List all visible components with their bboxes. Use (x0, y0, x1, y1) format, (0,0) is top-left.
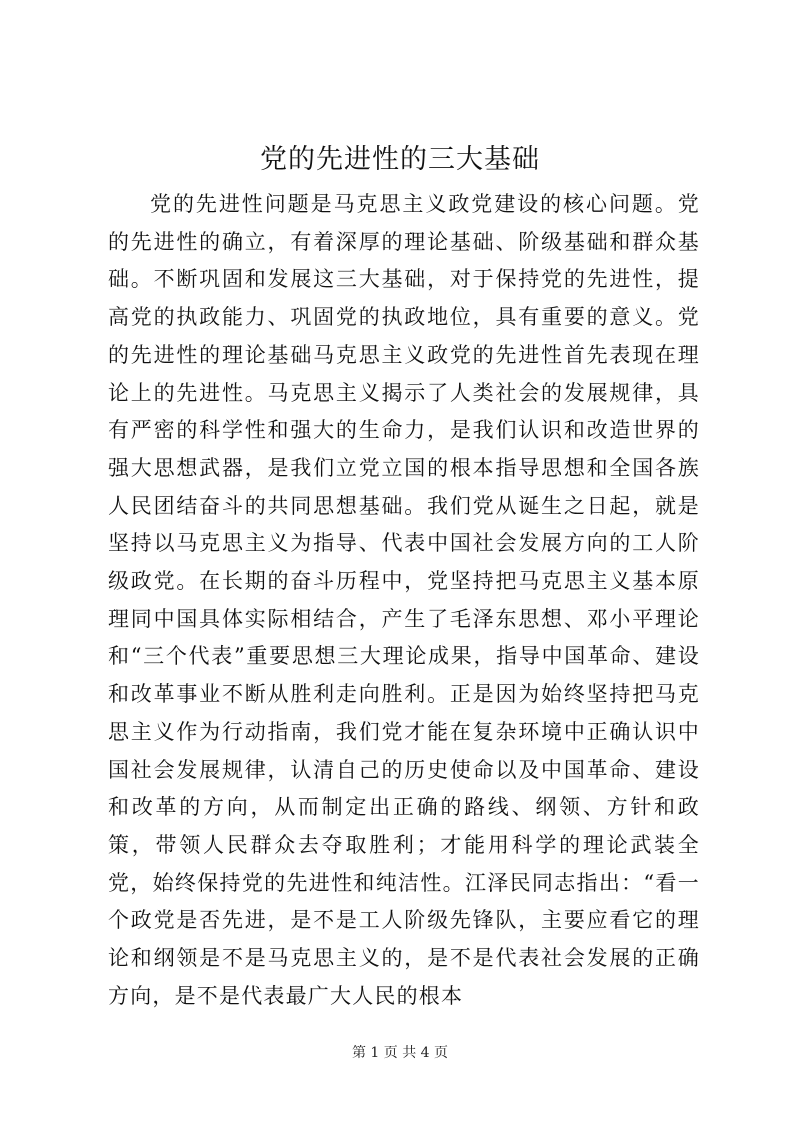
body-paragraph: 党的先进性问题是马克思主义政党建设的核心问题。党的先进性的确立，有着深厚的理论基础、阶级基础和群众基础。不断巩固和发展这三大基础，对于保持党的先进性，提高党的执政能力、巩固党的执政地位，具有重要的意义。党的先进性的理论基础马克思主义政党的先进性首先表现在理论上的先进性。马克思主义揭示了人类社会的发展规律，具有严密的科学性和强大的生命力，是我们认识和改造世界的强大思想武器，是我们立党立国的根本指导思想和全国各族人民团结奋斗的共同思想基础。我们党从诞生之日起，就是坚持以马克思主义为指导、代表中国社会发展方向的工人阶级政党。在长期的奋斗历程中，党坚持把马克思主义基本原理同中国具体实际相结合，产生了毛泽东思想、邓小平理论和“三个代表”重要思想三大理论成果，指导中国革命、建设和改革事业不断从胜利走向胜利。正是因为始终坚持把马克思主义作为行动指南，我们党才能在复杂环境中正确认识中国社会发展规律，认清自己的历史使命以及中国革命、建设和改革的方向，从而制定出正确的路线、纲领、方针和政策，带领人民群众去夺取胜利；才能用科学的理论武装全党，始终保持党的先进性和纯洁性。江泽民同志指出：“看一个政党是否先进，是不是工人阶级先锋队，主要应看它的理论和纲领是不是马克思主义的，是不是代表社会发展的正确方向，是不是代表最广大人民的根本 (108, 192, 700, 1008)
document-title: 党的先进性的三大基础 (260, 144, 540, 175)
page-number-footer: 第 1 页 共 4 页 (351, 1045, 449, 1061)
